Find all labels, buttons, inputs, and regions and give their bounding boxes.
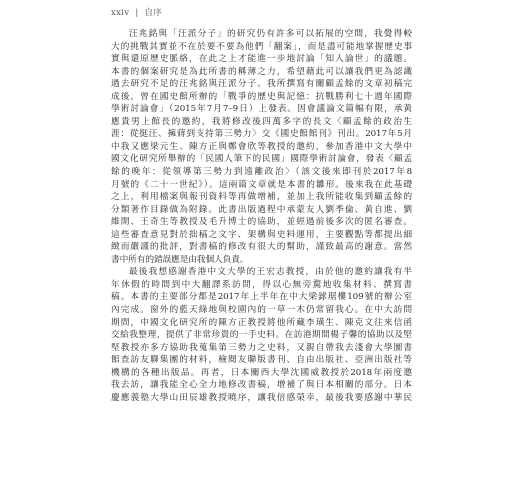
text-line: 稿。本書的主要部分都是2017年上半年在中大梁銶琚樓109號的辦公室 [111,292,412,303]
text-line: 之上，利用檔案與報刊資料等再做增補，並加上我所能收集到顧孟餘的 [111,192,412,203]
header-separator: | [135,8,139,18]
text-line: 汪兆銘與「汪派分子」的研究仍有許多可以拓展的空間，我覺得較 [129,29,412,39]
text-line: 館查訪友聯集團的材料，檢閱友聯版書刊、自由出版社、亞洲出版社等 [111,355,412,366]
text-line: 我去訪，讓我能全心全力地修改書稿，增補了與日本相關的部分。日本 [111,380,412,391]
text-line: 成後，曾在國史館所辦的「戰爭的歷史與記憶：抗戰勝利七十週年國際 [111,91,412,102]
text-line: 堅教授亦多方協助我蒐集第三勢力之史料，又親自帶我去淺會大學圖書 [111,342,412,353]
text-line: 期間，中國文化研究所的陳方正教授將他所藏李璜生、陳克文往來信函 [111,317,412,328]
text-line: 內完成。窗外的藍天綠地與校園內的一草一木仍常留我心。在中大訪問 [111,305,412,316]
text-line: 涯：從挺汪、擁蔣到支持第三勢力〉交《國史館館刊》刊出。2017年5月 [111,129,412,140]
text-line: 本書的個案研究是為此所書的稱薄之力，希望藉此可以讓我們更為認識 [111,66,412,77]
text-line: 大的挑戰其實並不在於要不要為他們「翻案」，而是盡可能地掌握歷史事 [111,41,412,52]
text-line: 過去研究不足的汪兆銘與汪派分子。我所撰寫有關顧孟餘的文章初稿完 [111,79,412,90]
text-line: 餘的晚年：從領導第三勢力到遠離政治〉（該文後來即刊於2017年8 [111,167,412,178]
text-line: 這些審查意見對於拙稿之文字、架構與史料運用，主要觀點等都提出細 [111,229,412,240]
text-line: 慶應義塾大學山田辰雄教授曉序，讓我倍感榮幸，最後我要感謝中華民 [111,392,412,403]
text-line: 年休假的時間到中大翻譯系訪問，得以心無旁騖地收集材料、撰寫書 [111,279,412,290]
text-line: 分類著作目錄做為附錄。此書出版過程中承蒙友人劉季倫、黃自進、劉 [111,204,412,215]
page-number: xxiv [111,8,130,18]
text-line: 月號的《二十一世紀》）。這兩篇文章就是本書的雛形。後來我在此基礎 [111,179,412,190]
text-line: 書中所有的錯誤應是由我個人負責。 [111,254,249,265]
paragraph-2 [111,266,412,404]
running-head [111,6,162,18]
text-line: 維開、王奇生等教授及毛升博士的協助，並經過前後多次的匿名審查。 [111,217,412,228]
body-text [111,28,412,404]
text-line: 最後我想感謝香港中文大學的王宏志教授，由於他的邀約讓我有半 [129,267,412,278]
text-line: 中我又應梁元生、陳方正與鄭會欣等教授的邀約，參加香港中文大學中 [111,141,412,152]
text-line: 交給我整理，提供了非常珍貴的一手史料。在訪港期間楊子馨的協助以及堅 [111,330,412,341]
text-line: 應貴男上館長的邀約，我將修改後四萬多字的長文〈顧孟餘的政治生 [111,116,412,127]
text-line: 緻而嚴謹的批評，對書稿的修改有很大的幫助，謹致最高的謝意。當然 [111,242,412,253]
paragraph-1 [111,28,412,266]
section-title: 自序 [144,8,163,18]
text-line: 機構的各種出版品。再者，日本關西大學沈國威教授於2018年兩度邀 [111,367,412,378]
text-line: 實與還原歷史脈絡，在此之上才能進一步地討論「知人論世」的議題。 [111,54,412,65]
text-line: 學術討論會」（2015年7月7–9日）上發表。因會議論文篇幅有限，承黃 [111,104,412,115]
text-line: 國文化研究所舉辦的「民國人筆下的民國」國際學術討論會，發表〈顧孟 [111,154,412,165]
